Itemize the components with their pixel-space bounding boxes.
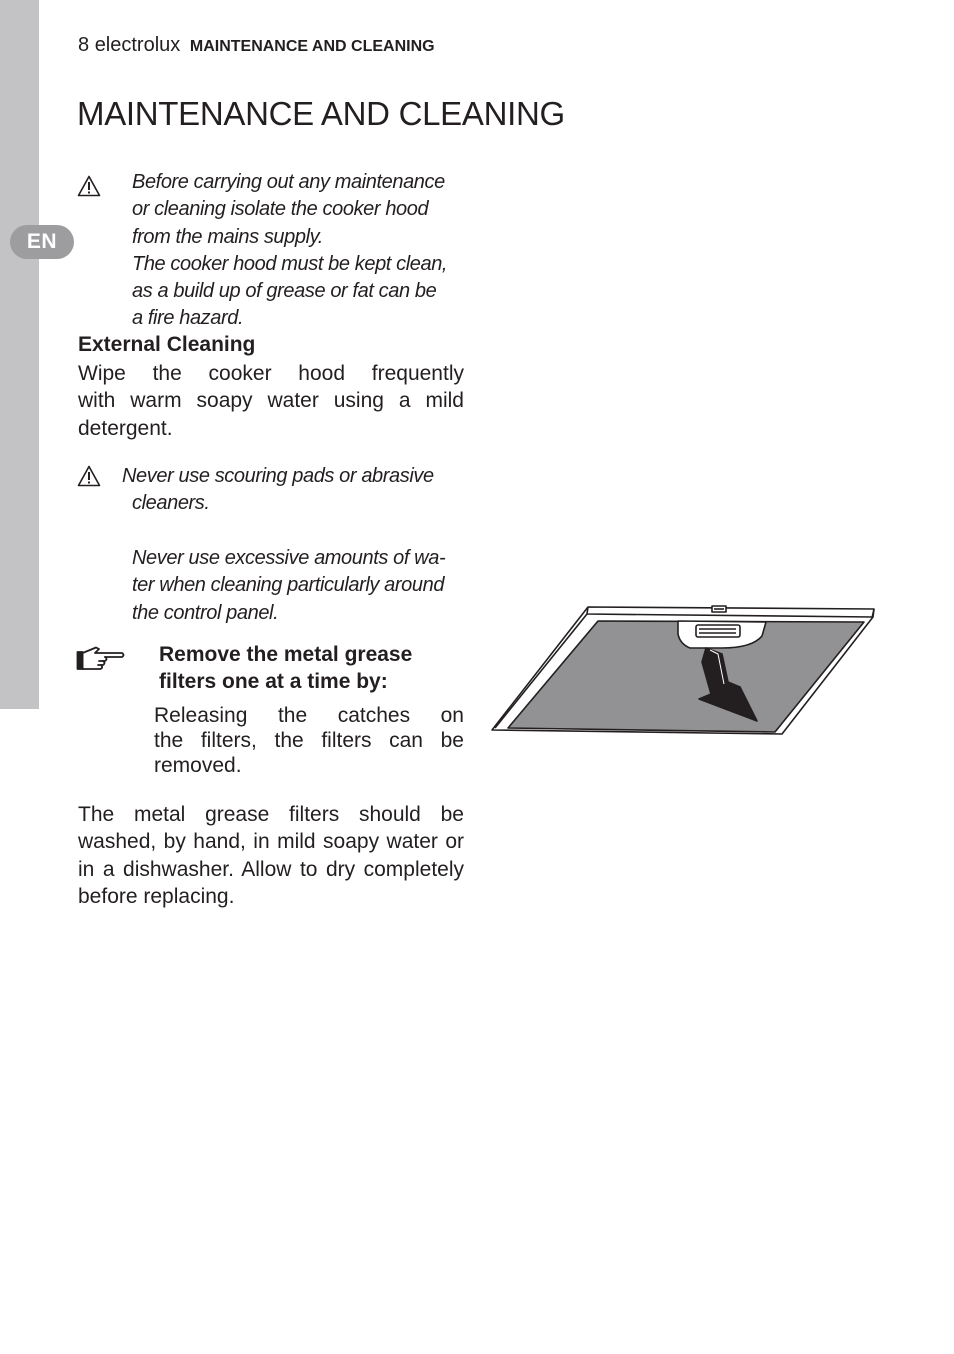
warning-triangle-icon (77, 465, 101, 487)
running-header (78, 34, 435, 57)
text-line: removed. (154, 754, 242, 777)
external-cleaning-text (78, 360, 464, 442)
text-line: a fire hazard. (132, 307, 244, 330)
text-line: The cooker hood must be kept clean, (132, 252, 448, 275)
text-line: the filters, the filters can be (154, 729, 464, 752)
text-line: washed, by hand, in mild soapy water or (78, 830, 464, 854)
page-number: 8 (78, 34, 90, 56)
text-line: before replacing. (78, 884, 235, 908)
warning-text-scouring (122, 463, 434, 518)
text-line: or cleaning isolate the cooker hood (132, 198, 429, 221)
grease-filter-illustration (490, 604, 878, 738)
text-line: filters one at a time by: (159, 670, 388, 694)
text-line: detergent. (78, 416, 173, 440)
text-line: The metal grease filters should be (78, 803, 464, 826)
text-line: the control panel. (132, 601, 279, 624)
warning-text-excessive-water (132, 545, 445, 627)
washing-instructions (78, 801, 464, 910)
text-line: with warm soapy water using a mild (78, 389, 464, 413)
text-line: Before carrying out any maintenance (132, 171, 445, 193)
text-line: Remove the metal grease (159, 643, 413, 666)
warning-text-isolate-supply (132, 169, 447, 333)
text-line: as a build up of grease or fat can be (132, 280, 437, 303)
note-step-text (154, 703, 464, 778)
text-line: Releasing the catches on (154, 704, 464, 727)
side-strip (0, 0, 39, 709)
external-cleaning-heading: External Cleaning (78, 333, 256, 356)
text-line: Wipe the cooker hood frequently (78, 362, 464, 385)
brand-name: electrolux (94, 34, 181, 56)
pointing-hand-icon (76, 645, 126, 673)
text-line: Never use scouring pads or abrasive (122, 465, 434, 487)
note-title (159, 641, 412, 696)
text-line: in a dishwasher. Allow to dry completely (78, 857, 464, 881)
language-tab: EN (10, 225, 74, 259)
warning-triangle-icon (77, 175, 101, 197)
text-line: cleaners. (132, 492, 210, 515)
text-line: Never use excessive amounts of wa- (132, 547, 446, 569)
text-line: ter when cleaning particularly around (132, 574, 445, 597)
text-line: from the mains supply. (132, 225, 323, 248)
page-title: MAINTENANCE AND CLEANING (77, 95, 565, 132)
header-section: MAINTENANCE AND CLEANING (189, 38, 435, 55)
